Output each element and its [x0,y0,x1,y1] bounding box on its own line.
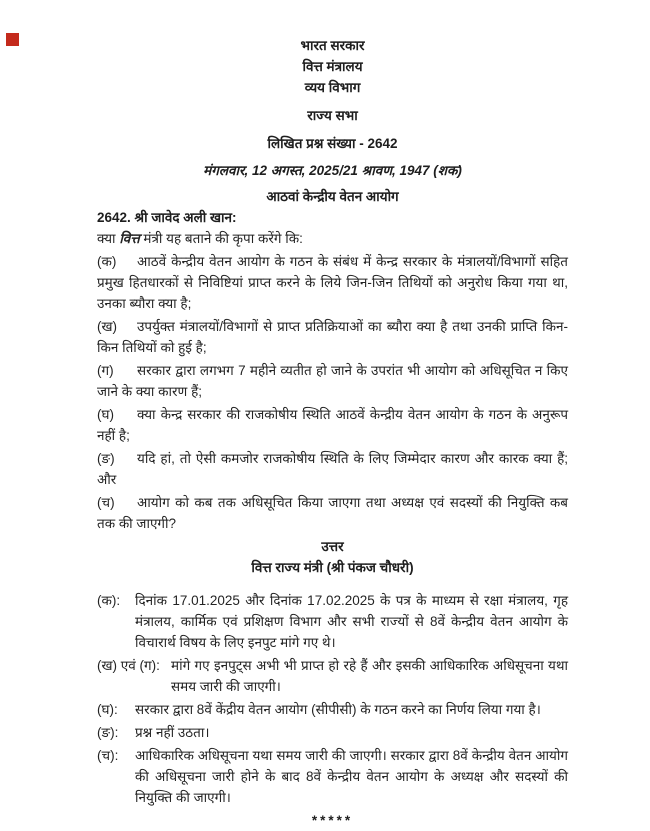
question-item-label: (घ) [97,407,114,422]
answer-item-ka [97,590,568,653]
answer-item-cha [97,745,568,808]
answer-item-label: (ङ): [97,725,119,740]
answer-item-text: दिनांक 17.01.2025 और दिनांक 17.02.2025 के पत्र के माध्यम से रक्षा मंत्रालय, गृह मंत्रालय, कार्मिक एवं प्रशिक्षण विभाग और सभी राज्यों से 8वें केन्द्रीय वेतन आयोग के विचारार्थ विषय के लिए इनपुट मांगे गए थे। [135,593,568,650]
question-item-label: (क) [97,254,117,269]
question-item-text: उपर्युक्त मंत्रालयों/विभागों से प्राप्त प्रतिक्रियाओं का ब्यौरा क्या है तथा उनकी प्राप्ति किन-किन तिथियों को हुई है; [97,319,568,355]
answer-item-text: प्रश्न नहीं उठता। [135,725,210,740]
answer-item-text: मांगे गए इनपुट्स अभी भी प्राप्त हो रहे हैं और इसकी आधिकारिक अधिसूचना यथा समय जारी की जाएगी। [171,658,568,694]
question-item-nga [97,448,568,490]
question-item-text: आठवें केन्द्रीय वेतन आयोग के गठन के संबंध में केन्द्र सरकार के मंत्रालयों/विभागों सहित प्रमुख हितधारकों से निविष्टियां प्राप्त करने के लिये जिन-जिन तिथियों को अनुरोध किया गया था, उनका ब्यौरा क्या है; [97,254,568,311]
question-item-ka [97,251,568,314]
red-stamp-marker [6,33,19,46]
answer-item-label: (घ): [97,702,118,717]
question-item-gha [97,404,568,446]
question-item-text: यदि हां, तो ऐसी कमजोर राजकोषीय स्थिति के लिए जिम्मेदार कारण और कारक क्या हैं; और [97,451,568,487]
header-question-number: लिखित प्रश्न संख्या - 2642 [267,136,398,151]
preamble-suffix: मंत्री यह बताने की कृपा करेंगे कि: [139,231,303,246]
question-preamble [97,228,568,249]
answer-item-text: आधिकारिक अधिसूचना यथा समय जारी की जाएगी। सरकार द्वारा 8वें केन्द्रीय वेतन आयोग की अधिसूचना जारी होने के बाद 8वें केन्द्रीय वेतन आयोग के अध्यक्ष और सदस्यों की नियुक्ति की जाएगी। [135,748,568,805]
question-item-label: (ङ) [97,451,115,466]
answer-minister-line: वित्त राज्य मंत्री (श्री पंकज चौधरी) [251,560,414,575]
header-ministry: वित्त मंत्रालय [302,59,363,74]
preamble-prefix: क्या [97,231,120,246]
answer-item-label: (च): [97,748,119,763]
question-item-label: (ग) [97,363,114,378]
answer-item-label: (क): [97,593,121,608]
question-item-cha [97,492,568,534]
question-item-text: क्या केन्द्र सरकार की राजकोषीय स्थिति आठवें केन्द्रीय वेतन आयोग के गठन के अनुरूप नहीं है; [97,407,568,443]
answer-item-text: सरकार द्वारा 8वें केंद्रीय वेतन आयोग (सीपीसी) के गठन करने का निर्णय लिया गया है। [135,702,541,717]
header-date-line: मंगलवार, 12 अगस्त, 2025/21 श्रावण, 1947 (शक) [203,163,462,178]
document-content [97,0,568,831]
preamble-minister-name: वित्त [119,231,140,246]
question-asked-by: 2642. श्री जावेद अली खान: [97,210,237,225]
header-subject: आठवां केन्द्रीय वेतन आयोग [266,189,399,204]
question-item-text: सरकार द्वारा लगभग 7 महीने व्यतीत हो जाने के उपरांत भी आयोग को अधिसूचित न किए जाने के क्या कारण हैं; [97,363,568,399]
question-item-label: (ख) [97,319,118,334]
answer-item-label: (ख) एवं (ग): [97,658,160,673]
header-house: राज्य सभा [307,108,358,123]
answer-heading: उत्तर [321,539,344,554]
answer-item-kha-ga [97,655,568,697]
end-of-document-marks: ***** [311,813,354,828]
answer-item-nga [97,722,568,743]
question-item-ga [97,360,568,402]
question-item-label: (च) [97,495,115,510]
question-item-text: आयोग को कब तक अधिसूचित किया जाएगा तथा अध्यक्ष एवं सदस्यों की नियुक्ति कब तक की जाएगी? [97,495,568,531]
header-department: व्यय विभाग [304,80,361,95]
header-government: भारत सरकार [300,38,365,53]
answer-item-gha [97,699,568,720]
question-item-kha [97,316,568,358]
